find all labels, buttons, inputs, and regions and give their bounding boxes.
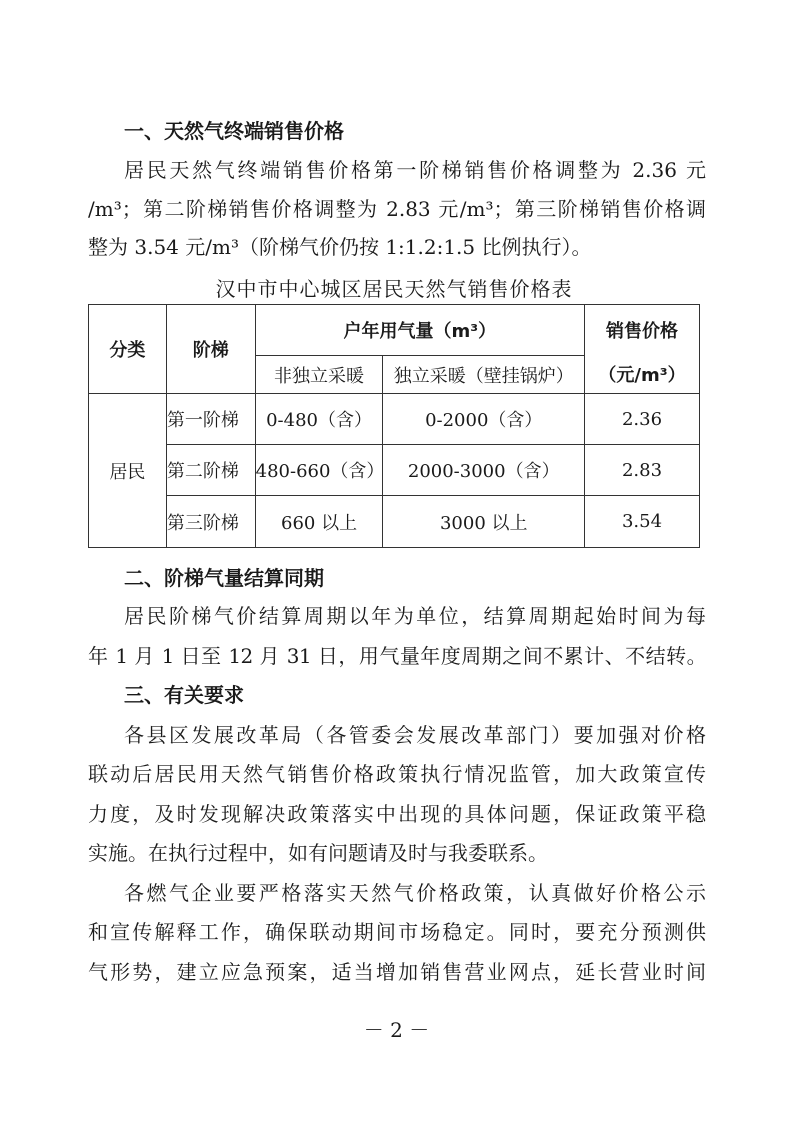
usage-cell: 3000 以上 (383, 496, 585, 548)
paragraph-line: 气形势，建立应急预案，适当增加销售营业网点，延长营业时间 (88, 960, 706, 984)
paragraph-line: /m³；第二阶梯销售价格调整为 2.83 元/m³；第三阶梯销售价格调 (88, 197, 706, 221)
header-category: 分类 (89, 305, 167, 394)
price-cell: 3.54 (585, 496, 700, 548)
paragraph-line: 整为 3.54 元/m³（阶梯气价仍按 1:1.2:1.5 比例执行）。 (88, 235, 592, 259)
table-caption: 汉中市中心城区居民天然气销售价格表 (215, 277, 573, 301)
header-independent: 独立采暖（壁挂锅炉） (383, 356, 585, 394)
tier-cell: 第三阶梯 (166, 496, 255, 548)
header-tier: 阶梯 (166, 305, 255, 394)
section1-heading: 一、天然气终端销售价格 (124, 119, 344, 143)
paragraph-line: 和宣传解释工作，确保联动期间市场稳定。同时，要充分预测供 (88, 920, 706, 944)
section2-heading: 二、阶梯气量结算同期 (124, 566, 324, 590)
section3-heading: 三、有关要求 (124, 683, 244, 707)
category-cell: 居民 (89, 394, 167, 548)
paragraph-line: 力度，及时发现解决政策落实中出现的具体问题，保证政策平稳 (88, 802, 706, 826)
header-usage: 户年用气量（m³） (255, 305, 584, 356)
price-table (88, 304, 700, 548)
tier-cell: 第一阶梯 (166, 394, 255, 445)
paragraph-line: 各县区发展改革局（各管委会发展改革部门）要加强对价格 (124, 723, 706, 747)
header-price-unit: （元/m³） (585, 356, 700, 394)
price-cell: 2.36 (585, 394, 700, 445)
usage-cell: 480-660（含） (255, 445, 383, 496)
table-row (89, 394, 700, 445)
header-non-independent: 非独立采暖 (255, 356, 383, 394)
paragraph-line: 各燃气企业要严格落实天然气价格政策，认真做好价格公示 (124, 881, 706, 905)
paragraph-line: 居民阶梯气价结算周期以年为单位，结算周期起始时间为每 (124, 604, 706, 628)
paragraph-line: 实施。在执行过程中，如有问题请及时与我委联系。 (88, 841, 548, 865)
usage-cell: 0-2000（含） (383, 394, 585, 445)
tier-cell: 第二阶梯 (166, 445, 255, 496)
usage-cell: 660 以上 (255, 496, 383, 548)
paragraph-line: 联动后居民用天然气销售价格政策执行情况监管，加大政策宣传 (88, 762, 706, 786)
paragraph-line: 年 1 月 1 日至 12 月 31 日，用气量年度周期之间不累计、不结转。 (88, 644, 706, 668)
price-cell: 2.83 (585, 445, 700, 496)
table-row (89, 445, 700, 496)
usage-cell: 2000-3000（含） (383, 445, 585, 496)
table-row (89, 496, 700, 548)
page-number: － 2 － (363, 1018, 430, 1042)
header-price: 销售价格 (585, 305, 700, 356)
usage-cell: 0-480（含） (255, 394, 383, 445)
paragraph-line: 居民天然气终端销售价格第一阶梯销售价格调整为 2.36 元 (124, 158, 706, 182)
